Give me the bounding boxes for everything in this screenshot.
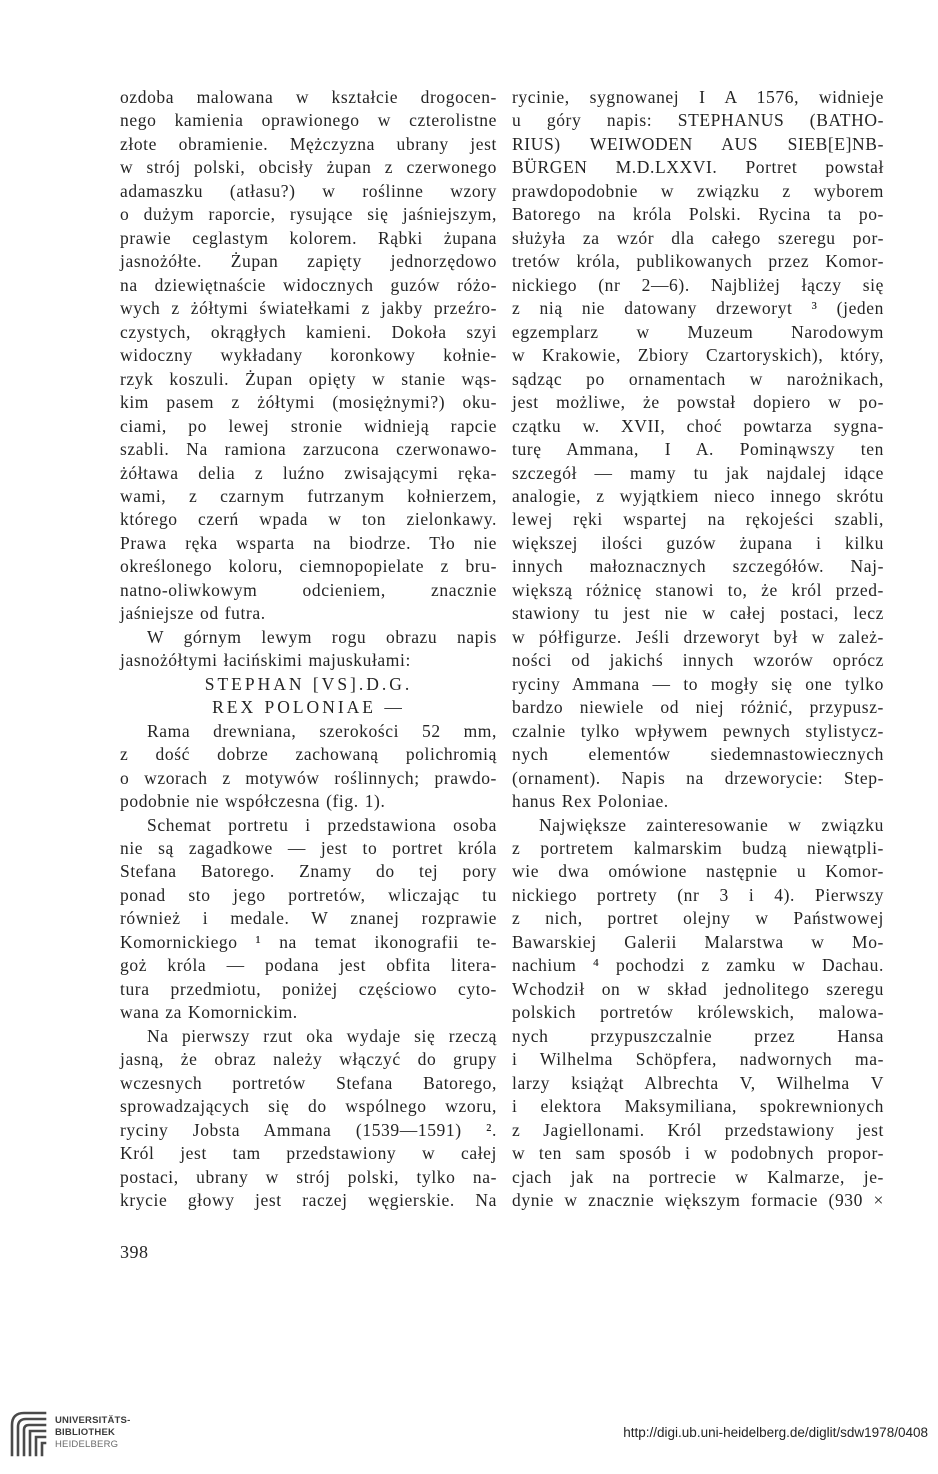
text-line: czalnie tylko wpływem pewnych stylistycz- — [512, 720, 884, 741]
library-name-line: HEIDELBERG — [55, 1439, 119, 1450]
text-line: rycinie, sygnowanej I A 1576, widnieje — [512, 87, 884, 107]
text-line: goż króla — podana jest obfita litera- — [120, 955, 497, 976]
paragraph — [512, 814, 884, 1213]
text-line: podobnie nie współczesna (fig. 1). — [120, 791, 386, 812]
text-line: innych małoznacznych szczegółów. Naj- — [512, 556, 884, 577]
text-line: analogie, z wyjątkiem nieco innego skrótu — [512, 485, 884, 506]
text-line: nych elementów siedemnastowiecznych — [512, 744, 884, 765]
text-line: Schemat portretu i przedstawiona osoba — [147, 814, 497, 835]
text-line: żółtawa delia z luźno zwisającymi ręka- — [120, 462, 497, 483]
text-line: służyła za wzór dla całego szeregu por- — [512, 227, 884, 248]
text-line: ciami, po lewej stronie widnieją rapcie — [120, 415, 497, 436]
text-line: Wchodził on w skład jednolitego szeregu — [512, 978, 884, 999]
inscription-line: REX POLONIAE — — [212, 697, 405, 718]
text-line: hanus Rex Poloniae. — [512, 791, 669, 812]
library-name — [55, 1415, 130, 1451]
text-line: również i medale. W znanej rozprawie — [120, 908, 497, 929]
text-line: sprowadzających się do wspólnego wzoru, — [120, 1096, 497, 1117]
text-line: z dość dobrze zachowaną polichromią — [120, 744, 497, 765]
text-line: o dużym raporcie, rysujące się jaśniejszym, — [120, 204, 497, 225]
text-line: Batorego na króla Polski. Rycina ta po- — [512, 204, 884, 225]
text-line: o wzorach z motywów roślinnych; prawdo- — [120, 767, 497, 788]
text-line: adamaszku (atłasu?) w roślinne wzory — [120, 180, 497, 201]
text-line: czątku w. XVII, choć powtarza sygna- — [512, 415, 884, 436]
text-line: nickiego portrety (nr 3 i 4). Pierwszy — [512, 884, 884, 905]
text-line: ności od jakichś innych wzorów oprócz — [512, 650, 884, 671]
text-line: sądząc po ornamentach w narożnikach, — [512, 368, 884, 389]
text-line: jasną, że obraz należy włączyć do grupy — [120, 1049, 497, 1070]
text-line: polskich portretów królewskich, malowa- — [512, 1002, 884, 1023]
text-line: Na pierwszy rzut oka wydaje się rzeczą — [147, 1025, 497, 1046]
text-line: Stefana Batorego. Znamy do tej pory — [120, 861, 497, 882]
text-line: w Krakowie, Zbiory Czartoryskich), który, — [512, 345, 884, 366]
text-line: Rama drewniana, szerokości 52 mm, — [147, 720, 497, 741]
page-number: 398 — [120, 1242, 149, 1262]
text-line: krycie głowy jest raczej węgierskie. Na — [120, 1190, 497, 1211]
text-line: z Jagiellonami. Król przedstawiony jest — [512, 1119, 884, 1140]
text-line: wczesnych portretów Stefana Batorego, — [120, 1072, 497, 1093]
text-line: wami, z czarnym futrzanym kołnierzem, — [120, 485, 497, 506]
text-line: ryciny Jobsta Ammana (1539—1591) ². — [120, 1119, 497, 1140]
text-line: nych przypuszczalnie przez Hansa — [512, 1025, 884, 1046]
text-line: szczegół — mamy tu jak najdalej idące — [512, 462, 884, 483]
library-name-line: BIBLIOTHEK — [55, 1427, 116, 1438]
text-line: tura przedmiotu, poniżej częściowo cyto- — [120, 978, 497, 999]
text-line: Król jest tam przedstawiony w całej — [120, 1143, 497, 1164]
text-line: W górnym lewym rogu obrazu napis — [147, 626, 497, 647]
paragraph — [120, 626, 497, 673]
library-emblem-icon — [8, 1409, 48, 1457]
text-line: czystych, okrągłych kamieni. Dokoła szyi — [120, 321, 497, 342]
text-line: z nich, portret olejny w Państwowej — [512, 908, 884, 929]
text-line: w półfigurze. Jeśli drzeworyt był w zależ- — [512, 626, 884, 647]
text-line: i Wilhelma Schöpfera, nadwornych ma- — [512, 1049, 884, 1070]
text-line: wie dwa omówione następnie u Komor- — [512, 861, 884, 882]
text-line: złote obramienie. Mężczyzna ubrany jest — [120, 133, 497, 154]
text-line: ponad sto jego portretów, wliczając tu — [120, 884, 497, 905]
text-line: Prawa ręka wsparta na biodrze. Tło nie — [120, 532, 497, 553]
library-name-line: UNIVERSITÄTS- — [55, 1415, 131, 1426]
text-line: na dziewiętnaście widocznych guzów różo- — [120, 274, 497, 295]
text-line: szabli. Na ramiona zarzucona czerwonawo- — [120, 439, 497, 460]
text-line: w ten sam sposób i w podobnych propor- — [512, 1143, 884, 1164]
text-line: w strój polski, obcisły żupan z czerwonego — [120, 157, 497, 178]
text-line: Największe zainteresowanie w związku — [539, 814, 884, 835]
text-line: rzyk koszuli. Żupan opięty w stanie wąs- — [120, 368, 497, 389]
text-line: bardzo niewiele od niej różnić, przypusz- — [512, 697, 884, 718]
text-line: ozdoba malowana w kształcie drogocen- — [120, 87, 497, 107]
text-line: nachium ⁴ pochodzi z zamku w Dachau. — [512, 955, 884, 976]
text-line: nickiego (nr 2—6). Najbliżej łączy się — [512, 274, 884, 295]
right-text-column — [512, 86, 884, 1213]
text-line: Komornickiego ¹ na temat ikonografii te- — [120, 931, 497, 952]
text-line: większej ilości guzów żupana i kilku — [512, 532, 884, 553]
text-line: określonego koloru, ciemnopopielate z bru- — [120, 556, 497, 577]
text-line: prawie ceglastym kolorem. Rąbki żupana — [120, 227, 497, 248]
permalink-url: http://digi.ub.uni-heidelberg.de/diglit/sdw1978/0408 — [623, 1425, 928, 1440]
text-line: (ornament). Napis na drzeworycie: Step- — [512, 767, 884, 788]
text-line: Bawarskiej Galerii Malarstwa w Mo- — [512, 931, 884, 952]
text-line: jaśniejsze od futra. — [120, 603, 266, 624]
text-line: wana za Komornickim. — [120, 1002, 298, 1023]
text-line: turę Ammana, I A. Pominąwszy ten — [512, 439, 884, 460]
text-line: tretów króla, publikowanych przez Komor- — [512, 251, 884, 272]
text-line: prawdopodobnie w związku z wyborem — [512, 180, 884, 201]
inscription-line: STEPHAN [VS].D.G. — [204, 673, 413, 694]
text-line: RIUS) WEIWODEN AUS SIEB[E]NB- — [512, 133, 884, 154]
text-line: nie są zagadkowe — jest to portret króla — [120, 838, 497, 858]
text-line: lewej ręki wspartej na rękojeści szabli, — [512, 509, 884, 530]
text-line: kim pasem z żółtymi (mosiężnymi?) oku- — [120, 392, 497, 413]
text-line: stawiony tu jest nie w całej postaci, lecz — [512, 603, 884, 624]
text-line: ryciny Ammana — to mogły się one tylko — [512, 673, 884, 694]
text-line: natno-oliwkowym odcieniem, znacznie — [120, 579, 497, 600]
text-line: jest możliwe, że powstał dopiero w po- — [512, 392, 884, 413]
text-line: i elektora Maksymiliana, spokrewnionych — [512, 1096, 884, 1117]
text-line: u góry napis: STEPHANUS (BATHO- — [512, 110, 884, 131]
text-line: wych z żółtymi światełkami z jakby przeźro- — [120, 298, 497, 319]
text-line: jasnożółtymi łacińskimi majuskułami: — [120, 650, 411, 671]
text-line: cjach jak na portrecie w Kalmarze, je- — [512, 1166, 884, 1187]
paragraph — [512, 86, 884, 814]
text-line: nego kamienia oprawionego w czterolistne — [120, 110, 497, 131]
text-line: większą różnicę stanowi to, że król przed- — [512, 579, 884, 600]
text-line: BÜRGEN M.D.LXXVI. Portret powstał — [512, 157, 884, 178]
inscription-block — [120, 673, 497, 720]
text-line: egzemplarz w Muzeum Narodowym — [512, 321, 884, 342]
text-line: jasnożółte. Żupan zapięty jednorzędowo — [120, 251, 497, 272]
text-line: którego czerń wpada w ton zielonkawy. — [120, 509, 497, 530]
text-line: z portretem kalmarskim budzą niewątpli- — [512, 838, 884, 858]
paragraph — [120, 1025, 497, 1213]
text-line: larzy książąt Albrechta V, Wilhelma V — [512, 1072, 884, 1093]
text-line: postaci, ubrany w strój polski, tylko na- — [120, 1166, 497, 1187]
text-line: z nią nie datowany drzeworyt ³ (jeden — [512, 298, 884, 319]
paragraph — [120, 86, 497, 626]
paragraph — [120, 814, 497, 1025]
paragraph — [120, 720, 497, 814]
left-text-column — [120, 86, 497, 1213]
text-line: dynie w znacznie większym formacie (930 × — [512, 1190, 884, 1211]
text-line: widoczny wykładany koronkowy kołnie- — [120, 345, 497, 366]
